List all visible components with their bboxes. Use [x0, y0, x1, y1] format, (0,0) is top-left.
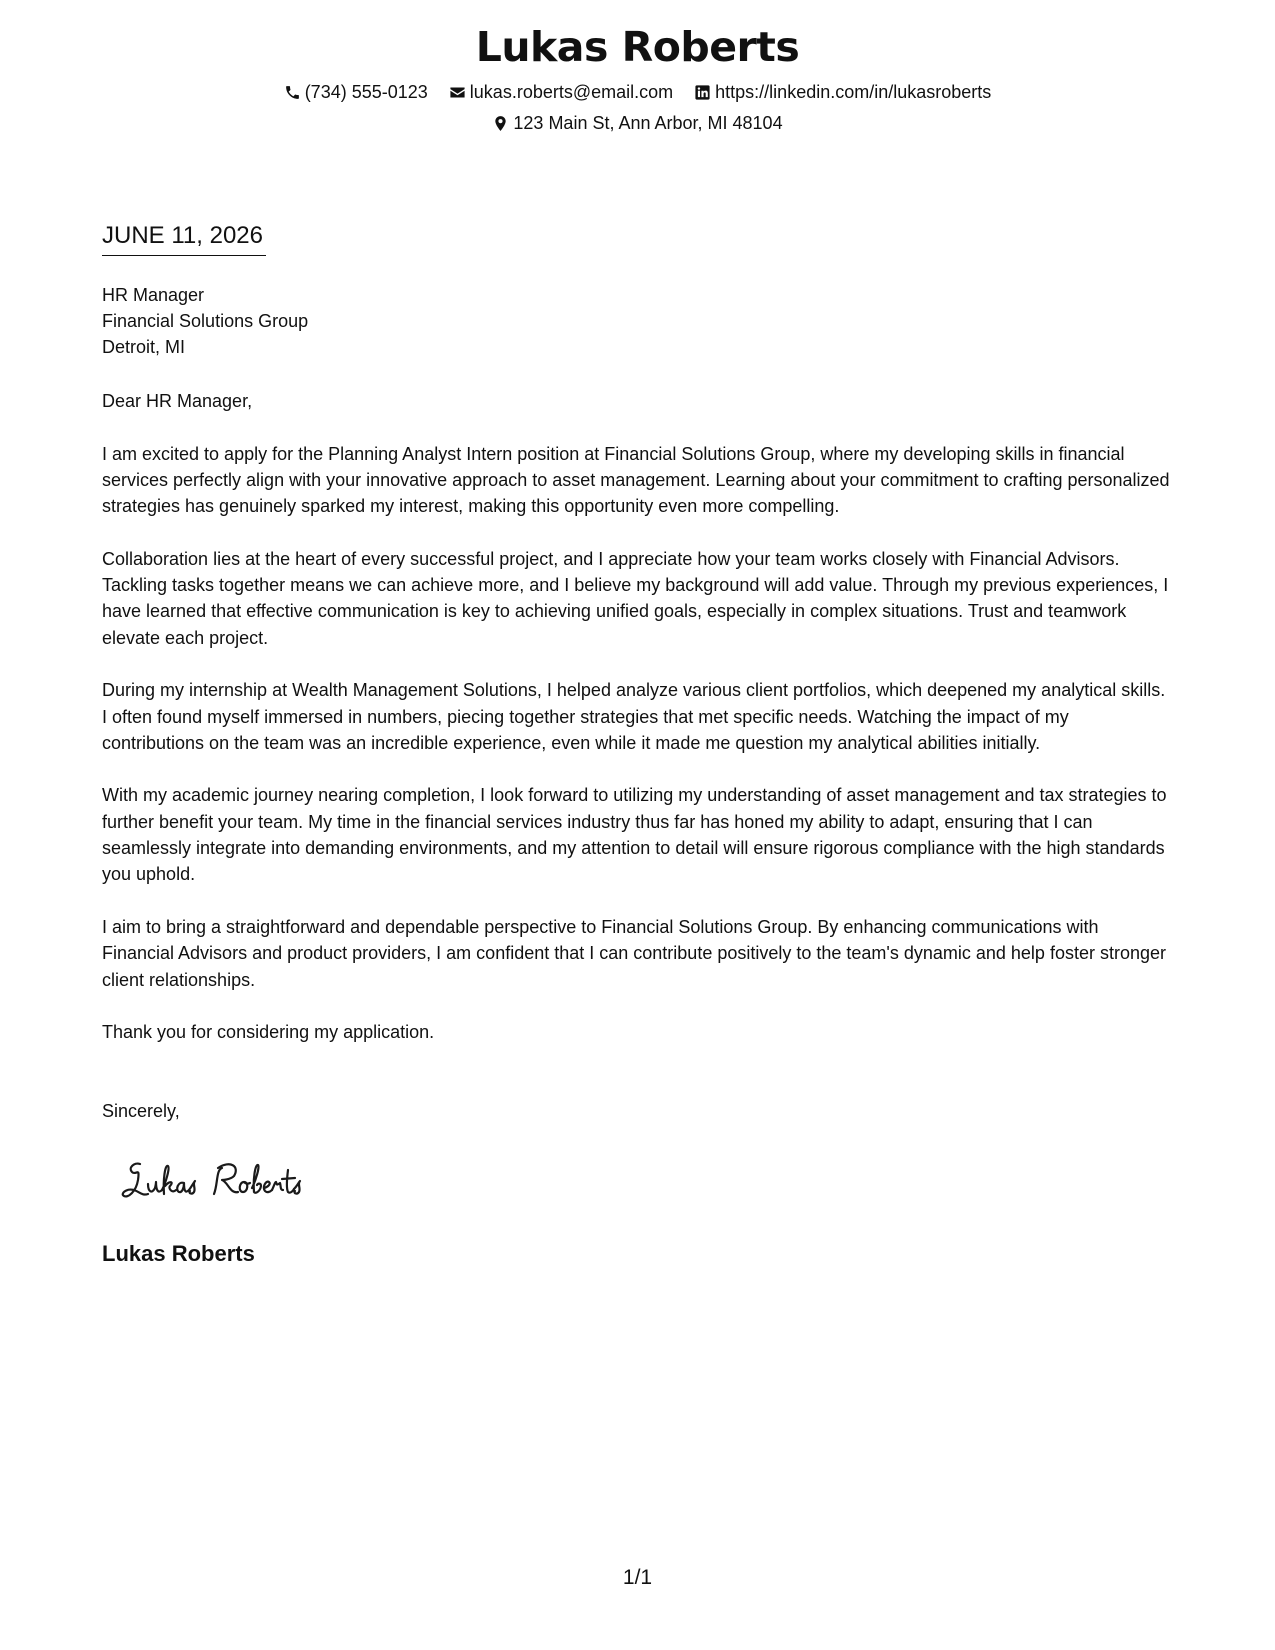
- body-paragraph: During my internship at Wealth Management Solutions, I helped analyze various client portfolios, which deepened my analytical skills. I often found myself immersed in numbers, piecing together strategies that met specific needs. Watching the impact of my contributions on the team was an incredible experience, even while it made me question my analytical abilities initially.: [102, 680, 1166, 753]
- signer-name: Lukas Roberts: [102, 1241, 255, 1266]
- recipient-title: HR Manager: [102, 285, 205, 305]
- letter-date: JUNE 11, 2026: [102, 222, 266, 256]
- body-paragraph: Collaboration lies at the heart of every successful project, and I appreciate how your team works closely with Financial Advisors. Tackling tasks together means we can achieve more, and I believe my background will add value. Through my previous experiences, I have learned that effective communication is key to achieving unified goals, especially in complex situations. Trust and teamwork elevate each project.: [102, 548, 1169, 648]
- recipient-company: Financial Solutions Group: [102, 311, 309, 331]
- email-link[interactable]: lukas.roberts@email.com: [469, 82, 674, 102]
- map-pin-icon: [492, 115, 509, 132]
- salutation: Dear HR Manager,: [102, 391, 253, 411]
- recipient-block: [102, 282, 308, 360]
- contact-linkedin[interactable]: [694, 80, 991, 104]
- body-paragraph: I am excited to apply for the Planning Analyst Intern position at Financial Solutions Group, where my developing skills in financial services perfectly align with your innovative approach to asset management. Learning about your commitment to crafting personalized strategies has genuinely sparked my interest, making this opportunity even more compelling.: [102, 443, 1170, 517]
- applicant-name: Lukas Roberts: [475, 23, 800, 71]
- phone-text: (734) 555-0123: [304, 82, 428, 102]
- phone-icon: [284, 84, 301, 101]
- closing: Sincerely,: [102, 1101, 180, 1121]
- handwritten-signature: [118, 1150, 358, 1210]
- recipient-location: Detroit, MI: [102, 337, 186, 357]
- linkedin-icon: [694, 84, 711, 101]
- page-number: 1/1: [622, 1566, 653, 1589]
- linkedin-link[interactable]: https://linkedin.com/in/lukasroberts: [715, 82, 992, 102]
- contact-email[interactable]: [449, 80, 673, 104]
- contact-row-primary: [0, 80, 1275, 107]
- body-paragraph: With my academic journey nearing completion, I look forward to utilizing my understanding of asset management and tax strategies to further benefit your team. My time in the financial services industry thus far has honed my ability to adapt, ensuring that I can seamlessly integrate into demanding environments, and my attention to detail will ensure rigorous compliance with the high standards you uphold.: [102, 785, 1167, 885]
- contact-row-secondary: [0, 111, 1275, 138]
- thank-you-line: Thank you for considering my application.: [102, 1022, 435, 1043]
- letter-body: [102, 388, 1175, 1072]
- address-text: 123 Main St, Ann Arbor, MI 48104: [513, 113, 783, 133]
- envelope-icon: [449, 84, 466, 101]
- contact-phone: [284, 80, 428, 104]
- body-paragraph: I aim to bring a straightforward and dependable perspective to Financial Solutions Group. By enhancing communications with Financial Advisors and product providers, I am confident that I can contribute positively to the team's dynamic and help foster stronger client relationships.: [102, 916, 1166, 990]
- contact-address: [492, 111, 782, 135]
